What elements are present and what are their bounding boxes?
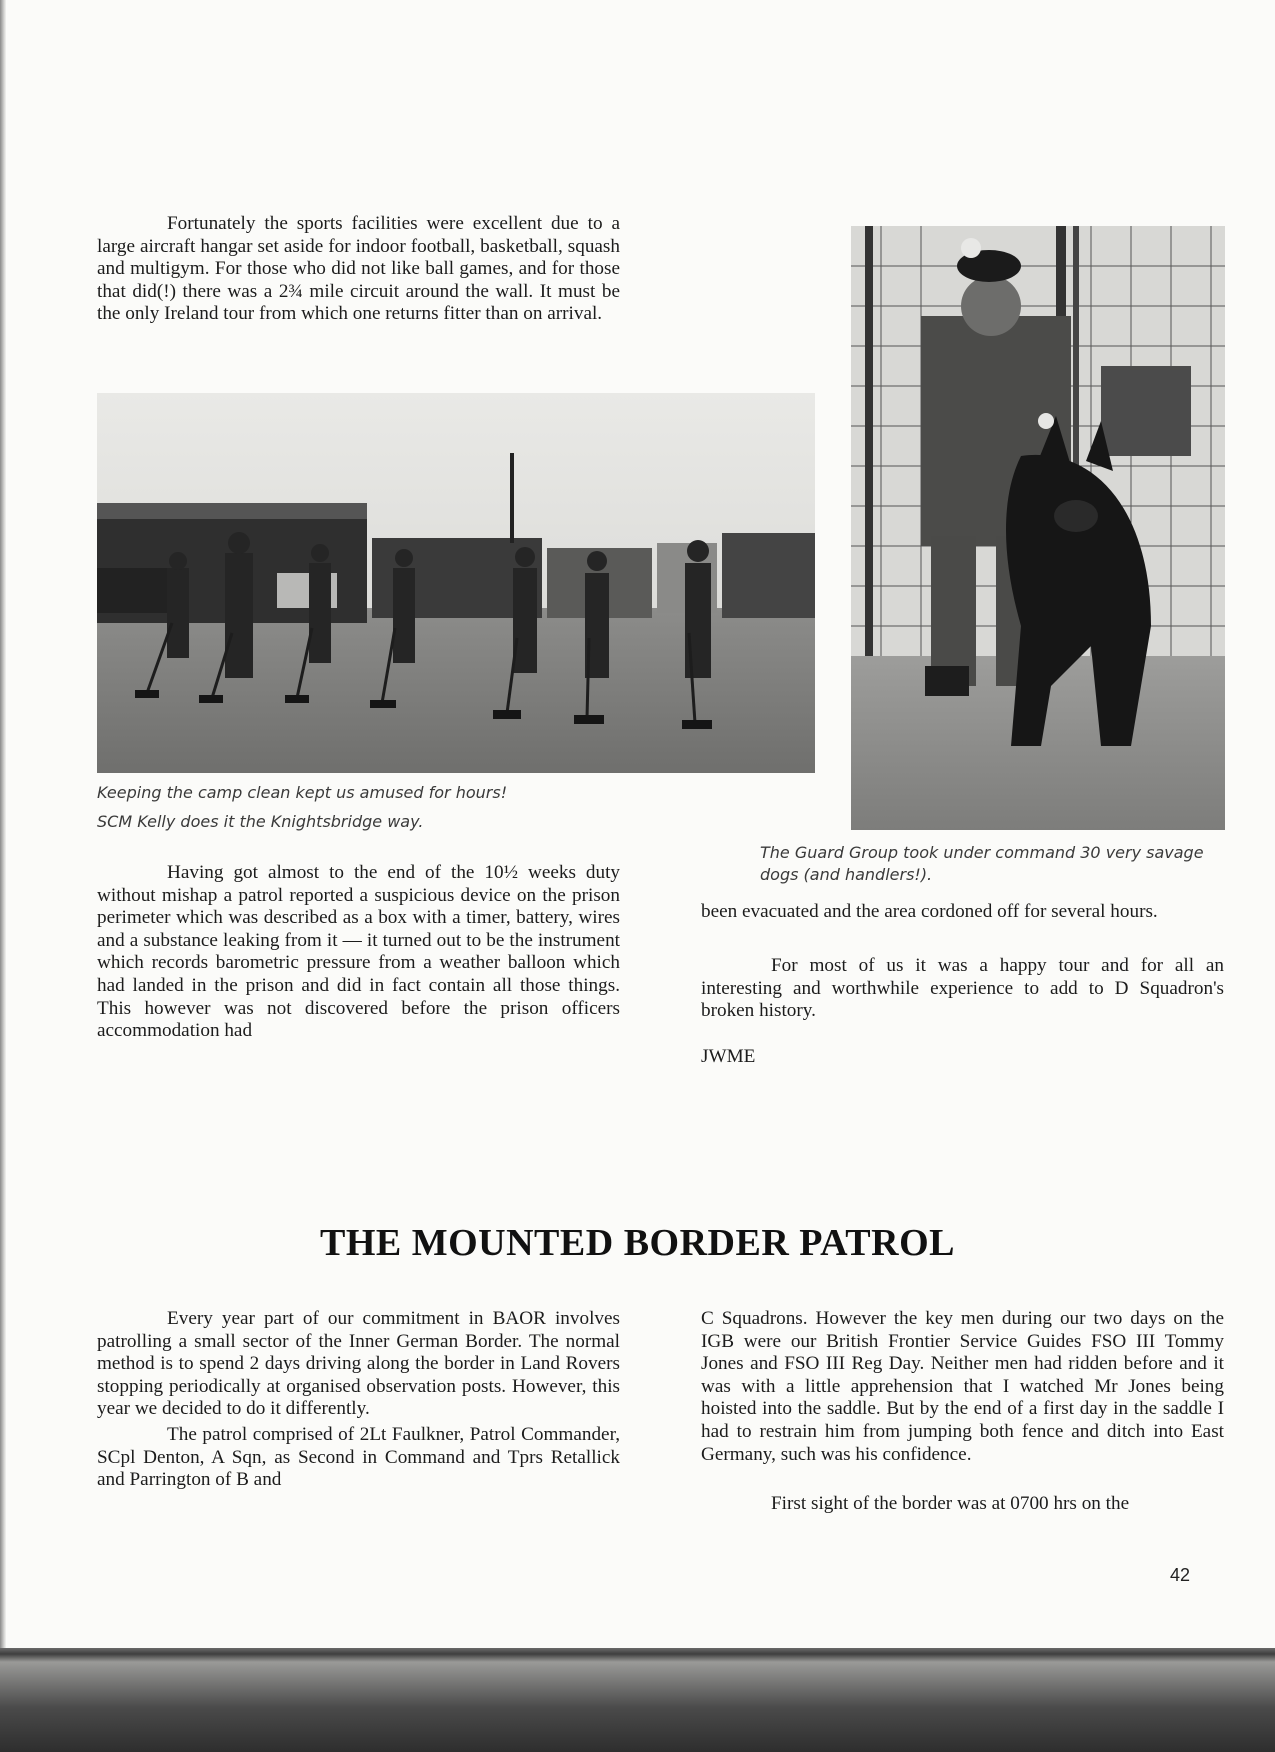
photo-camp-cleaning-caption-line2: SCM Kelly does it the Knightsbridge way. [97, 812, 424, 831]
border-patrol-paragraph-4: First sight of the border was at 0700 hrs on the [771, 1493, 1130, 1514]
article-heading: THE MOUNTED BORDER PATROL [320, 1222, 955, 1264]
photo-camp-cleaning-image [97, 393, 815, 773]
author-signature: JWME [701, 1046, 756, 1067]
photo-guard-dog-image [851, 226, 1225, 830]
intro-paragraph: Fortunately the sports facilities were excellent due to a large aircraft hangar set aside for indoor football, basketball, squash and multigym. For those who did not like ball games, and for those that did(!) there was a 2¾ mile circuit around the wall. It must be the only Ireland tour from which one returns fitter than on arrival. [97, 213, 620, 325]
closing-paragraph: For most of us it was a happy tour and for all an interesting and worthwhile experience to add to D Squadron's broken history. [701, 955, 1224, 1022]
photo-camp-cleaning-caption-line1: Keeping the camp clean kept us amused for hours! [97, 783, 508, 802]
border-patrol-paragraph-3: C Squadrons. However the key men during our two days on the IGB were our British Frontier Service Guides FSO III Tommy Jones and FSO III Reg Day. Neither men had ridden before and it was with a little apprehension that I watched Mr Jones being hoisted into the saddle. But by the end of a first day in the saddle I had to restrain him from jumping both fence and ditch into East Germany, such was his confidence. [701, 1308, 1224, 1465]
photo-camp-cleaning [97, 393, 815, 773]
scan-bottom-edge [0, 1648, 1275, 1752]
border-patrol-paragraph-2: The patrol comprised of 2Lt Faulkner, Patrol Commander, SCpl Denton, A Sqn, as Second in Command and Tprs Retallick and Parrington of B and [97, 1424, 620, 1491]
page-number: 42 [1170, 1565, 1191, 1585]
page-binding-edge [0, 0, 6, 1752]
incident-paragraph: Having got almost to the end of the 10½ weeks duty without mishap a patrol reported a suspicious device on the prison perimeter which was described as a box with a timer, battery, wires and a substance leaking from it — it turned out to be the instrument which records barometric pressure from a weather balloon which had landed in the prison and did in fact contain all those things. This however was not discovered before the prison officers accommodation had [97, 862, 620, 1042]
incident-paragraph-continued: been evacuated and the area cordoned off for several hours. [701, 901, 1158, 922]
photo-guard-dog [851, 226, 1225, 830]
border-patrol-paragraph-1: Every year part of our commitment in BAOR involves patrolling a small sector of the Inner German Border. The normal method is to spend 2 days driving along the border in Land Rovers stopping periodically at organised observation posts. However, this year we decided to do it differently. [97, 1308, 620, 1420]
photo-guard-dog-caption: The Guard Group took under command 30 very savage dogs (and handlers!). [760, 843, 1204, 884]
